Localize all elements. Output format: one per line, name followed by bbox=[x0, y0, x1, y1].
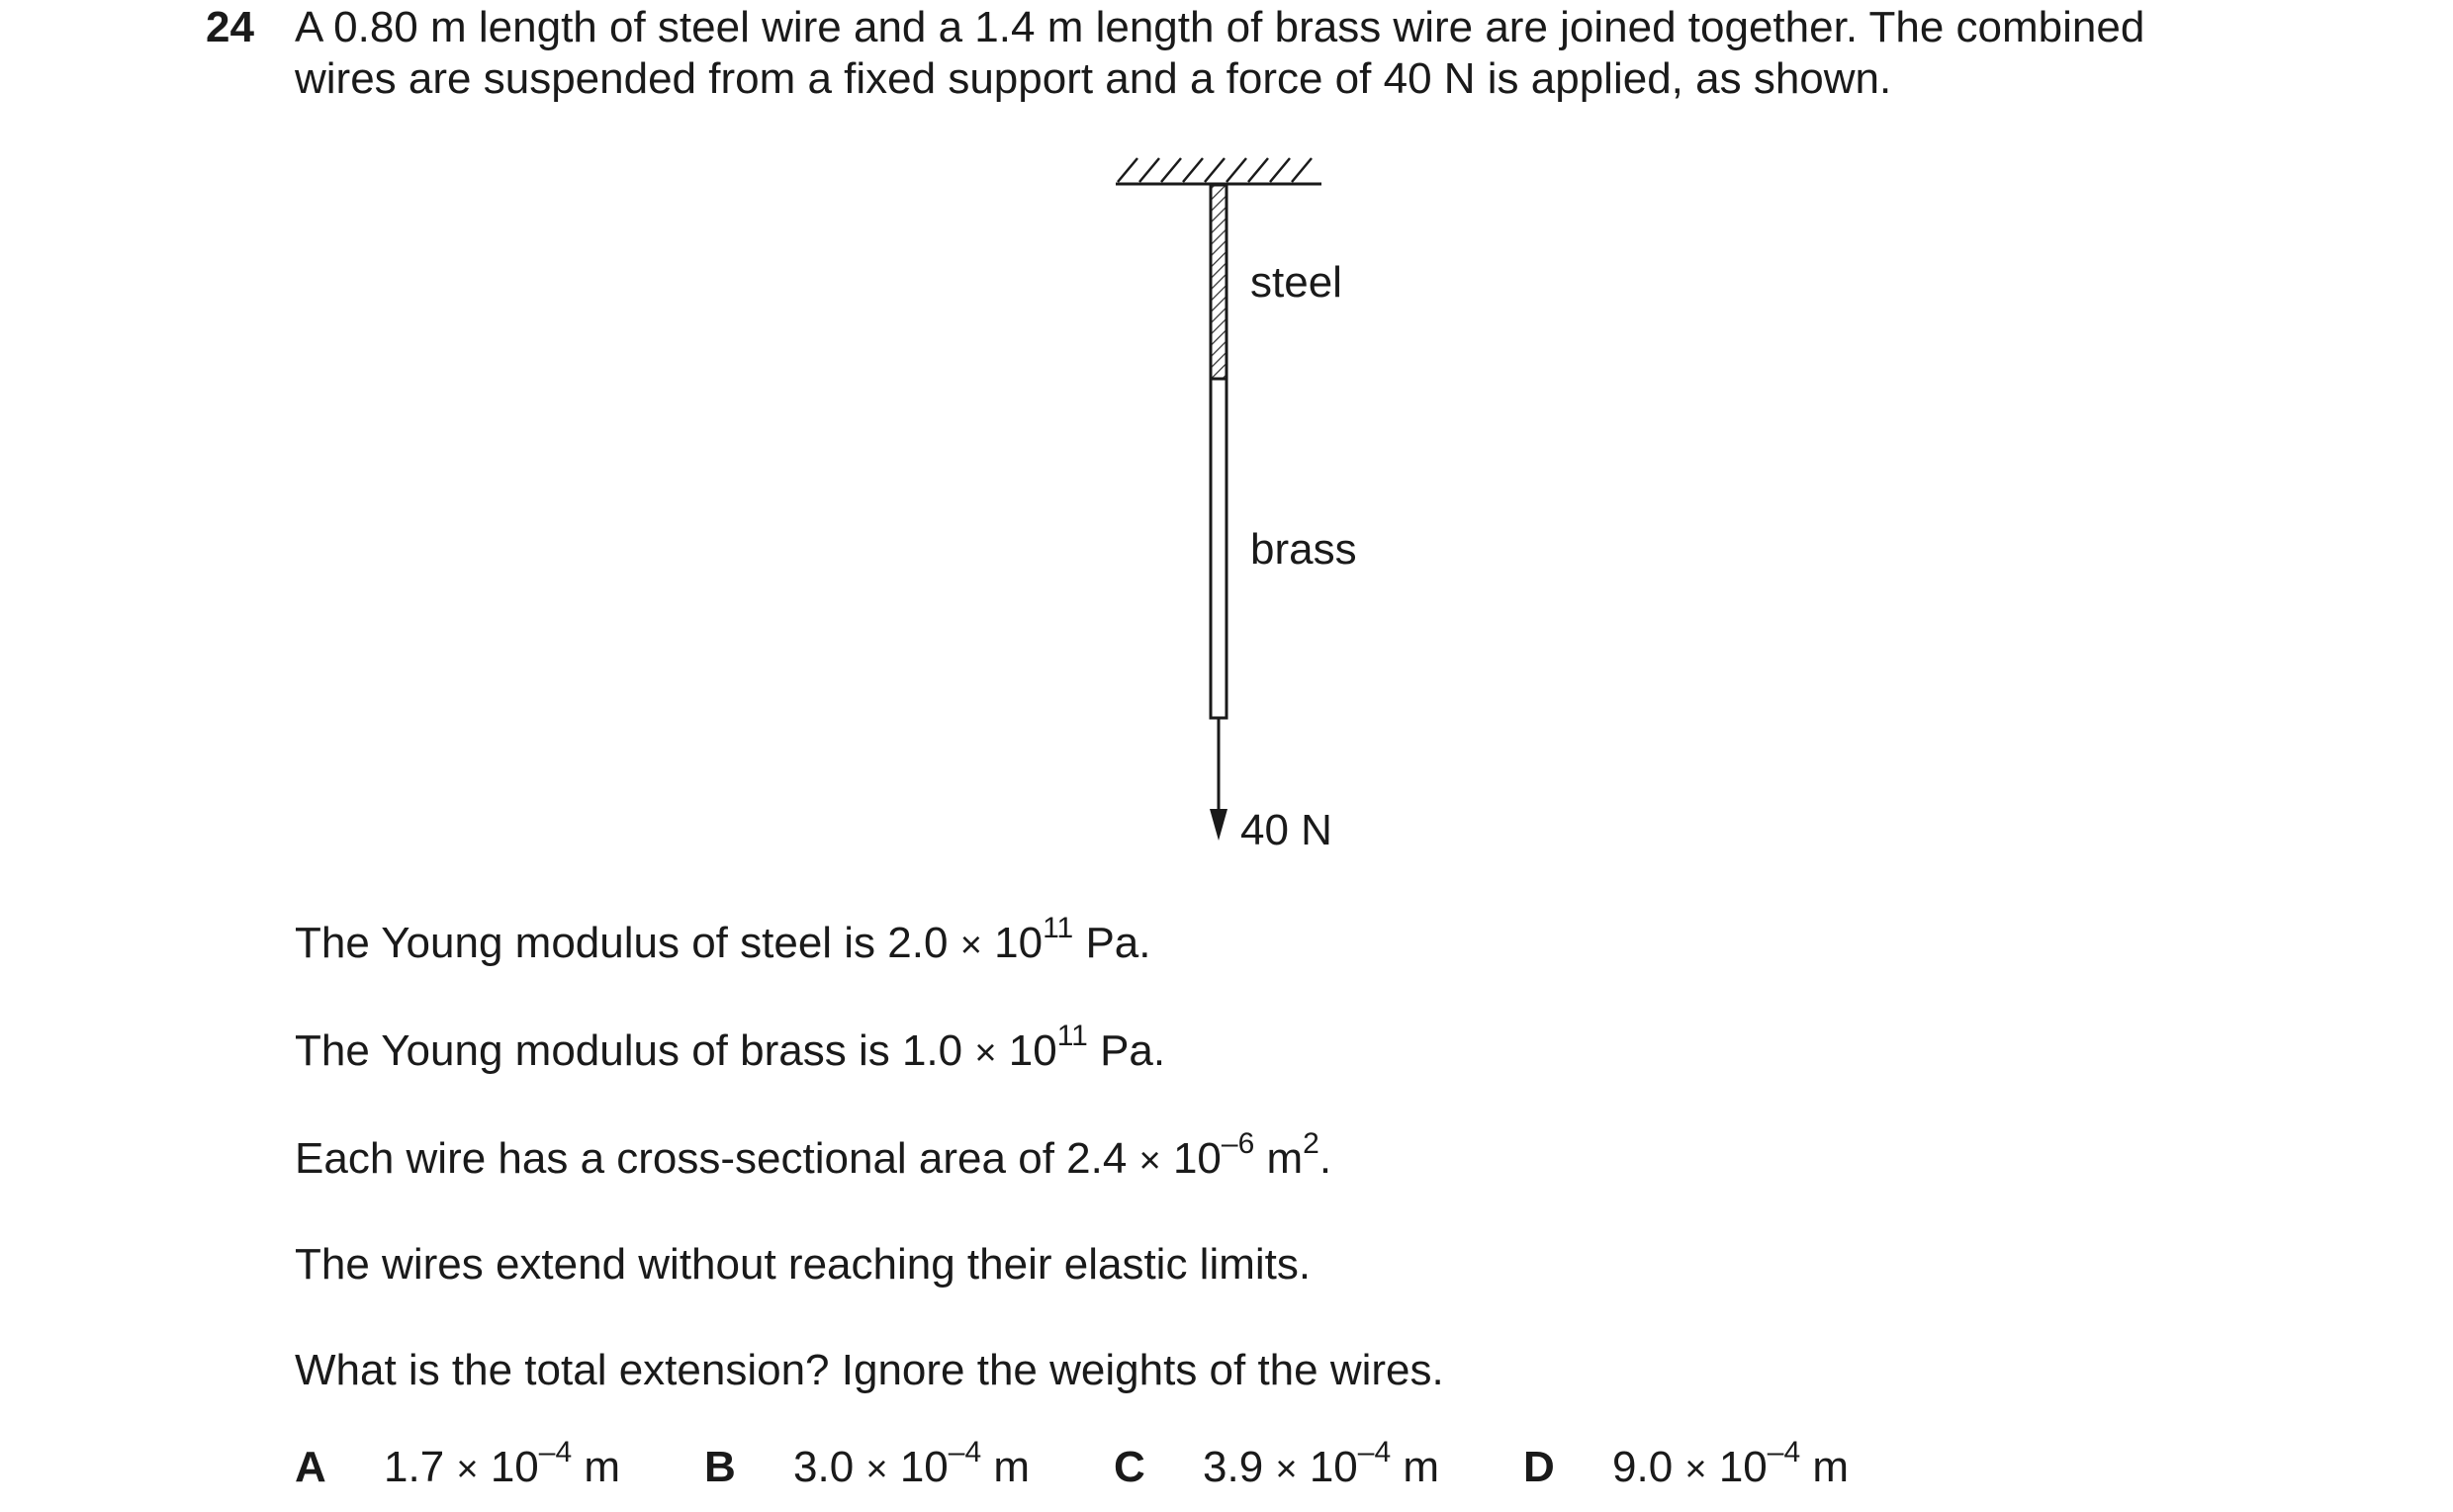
brass-modulus-statement: The Young modulus of brass is $1.0 \times 10^{11}$ Pa. bbox=[295, 1020, 1166, 1075]
steel-label: steel bbox=[1250, 258, 1342, 307]
option-a-letter[interactable]: A bbox=[295, 1443, 326, 1491]
question-number: 24 bbox=[206, 3, 254, 51]
option-d-value[interactable]: $9.0 \times 10^{-4}$ m bbox=[1612, 1436, 1850, 1491]
force-label: 40 N bbox=[1240, 806, 1332, 854]
option-c-letter[interactable]: C bbox=[1114, 1443, 1145, 1491]
steel-wire bbox=[1211, 185, 1226, 379]
steel-modulus-statement: The Young modulus of steel is $2.0 \times 10^{11}$ Pa. bbox=[295, 912, 1151, 967]
option-c-value[interactable]: $3.9 \times 10^{-4}$ m bbox=[1203, 1436, 1440, 1491]
question-prompt: What is the total extension? Ignore the weights of the wires. bbox=[295, 1346, 1444, 1394]
option-b-value[interactable]: $3.0 \times 10^{-4}$ m bbox=[793, 1436, 1031, 1491]
brass-label: brass bbox=[1250, 525, 1357, 574]
fixed-support bbox=[1116, 158, 1321, 184]
elastic-limit-statement: The wires extend without reaching their elastic limits. bbox=[295, 1240, 1312, 1289]
option-b-letter[interactable]: B bbox=[704, 1443, 736, 1491]
question-stem-line-2: wires are suspended from a fixed support and a force of 40 N is applied, as shown. bbox=[295, 54, 1892, 103]
force-arrow bbox=[1210, 718, 1227, 841]
question-stem-line-1: A 0.80 m length of steel wire and a 1.4 m length of brass wire are joined together. The combined bbox=[295, 3, 2145, 51]
option-a-value[interactable]: $1.7 \times 10^{-4}$ m bbox=[384, 1436, 621, 1491]
option-d-letter[interactable]: D bbox=[1523, 1443, 1555, 1491]
brass-wire bbox=[1211, 379, 1226, 718]
area-statement: Each wire has a cross-sectional area of $2.4 \times 10^{-6}$ $m^2$. bbox=[295, 1127, 1332, 1183]
